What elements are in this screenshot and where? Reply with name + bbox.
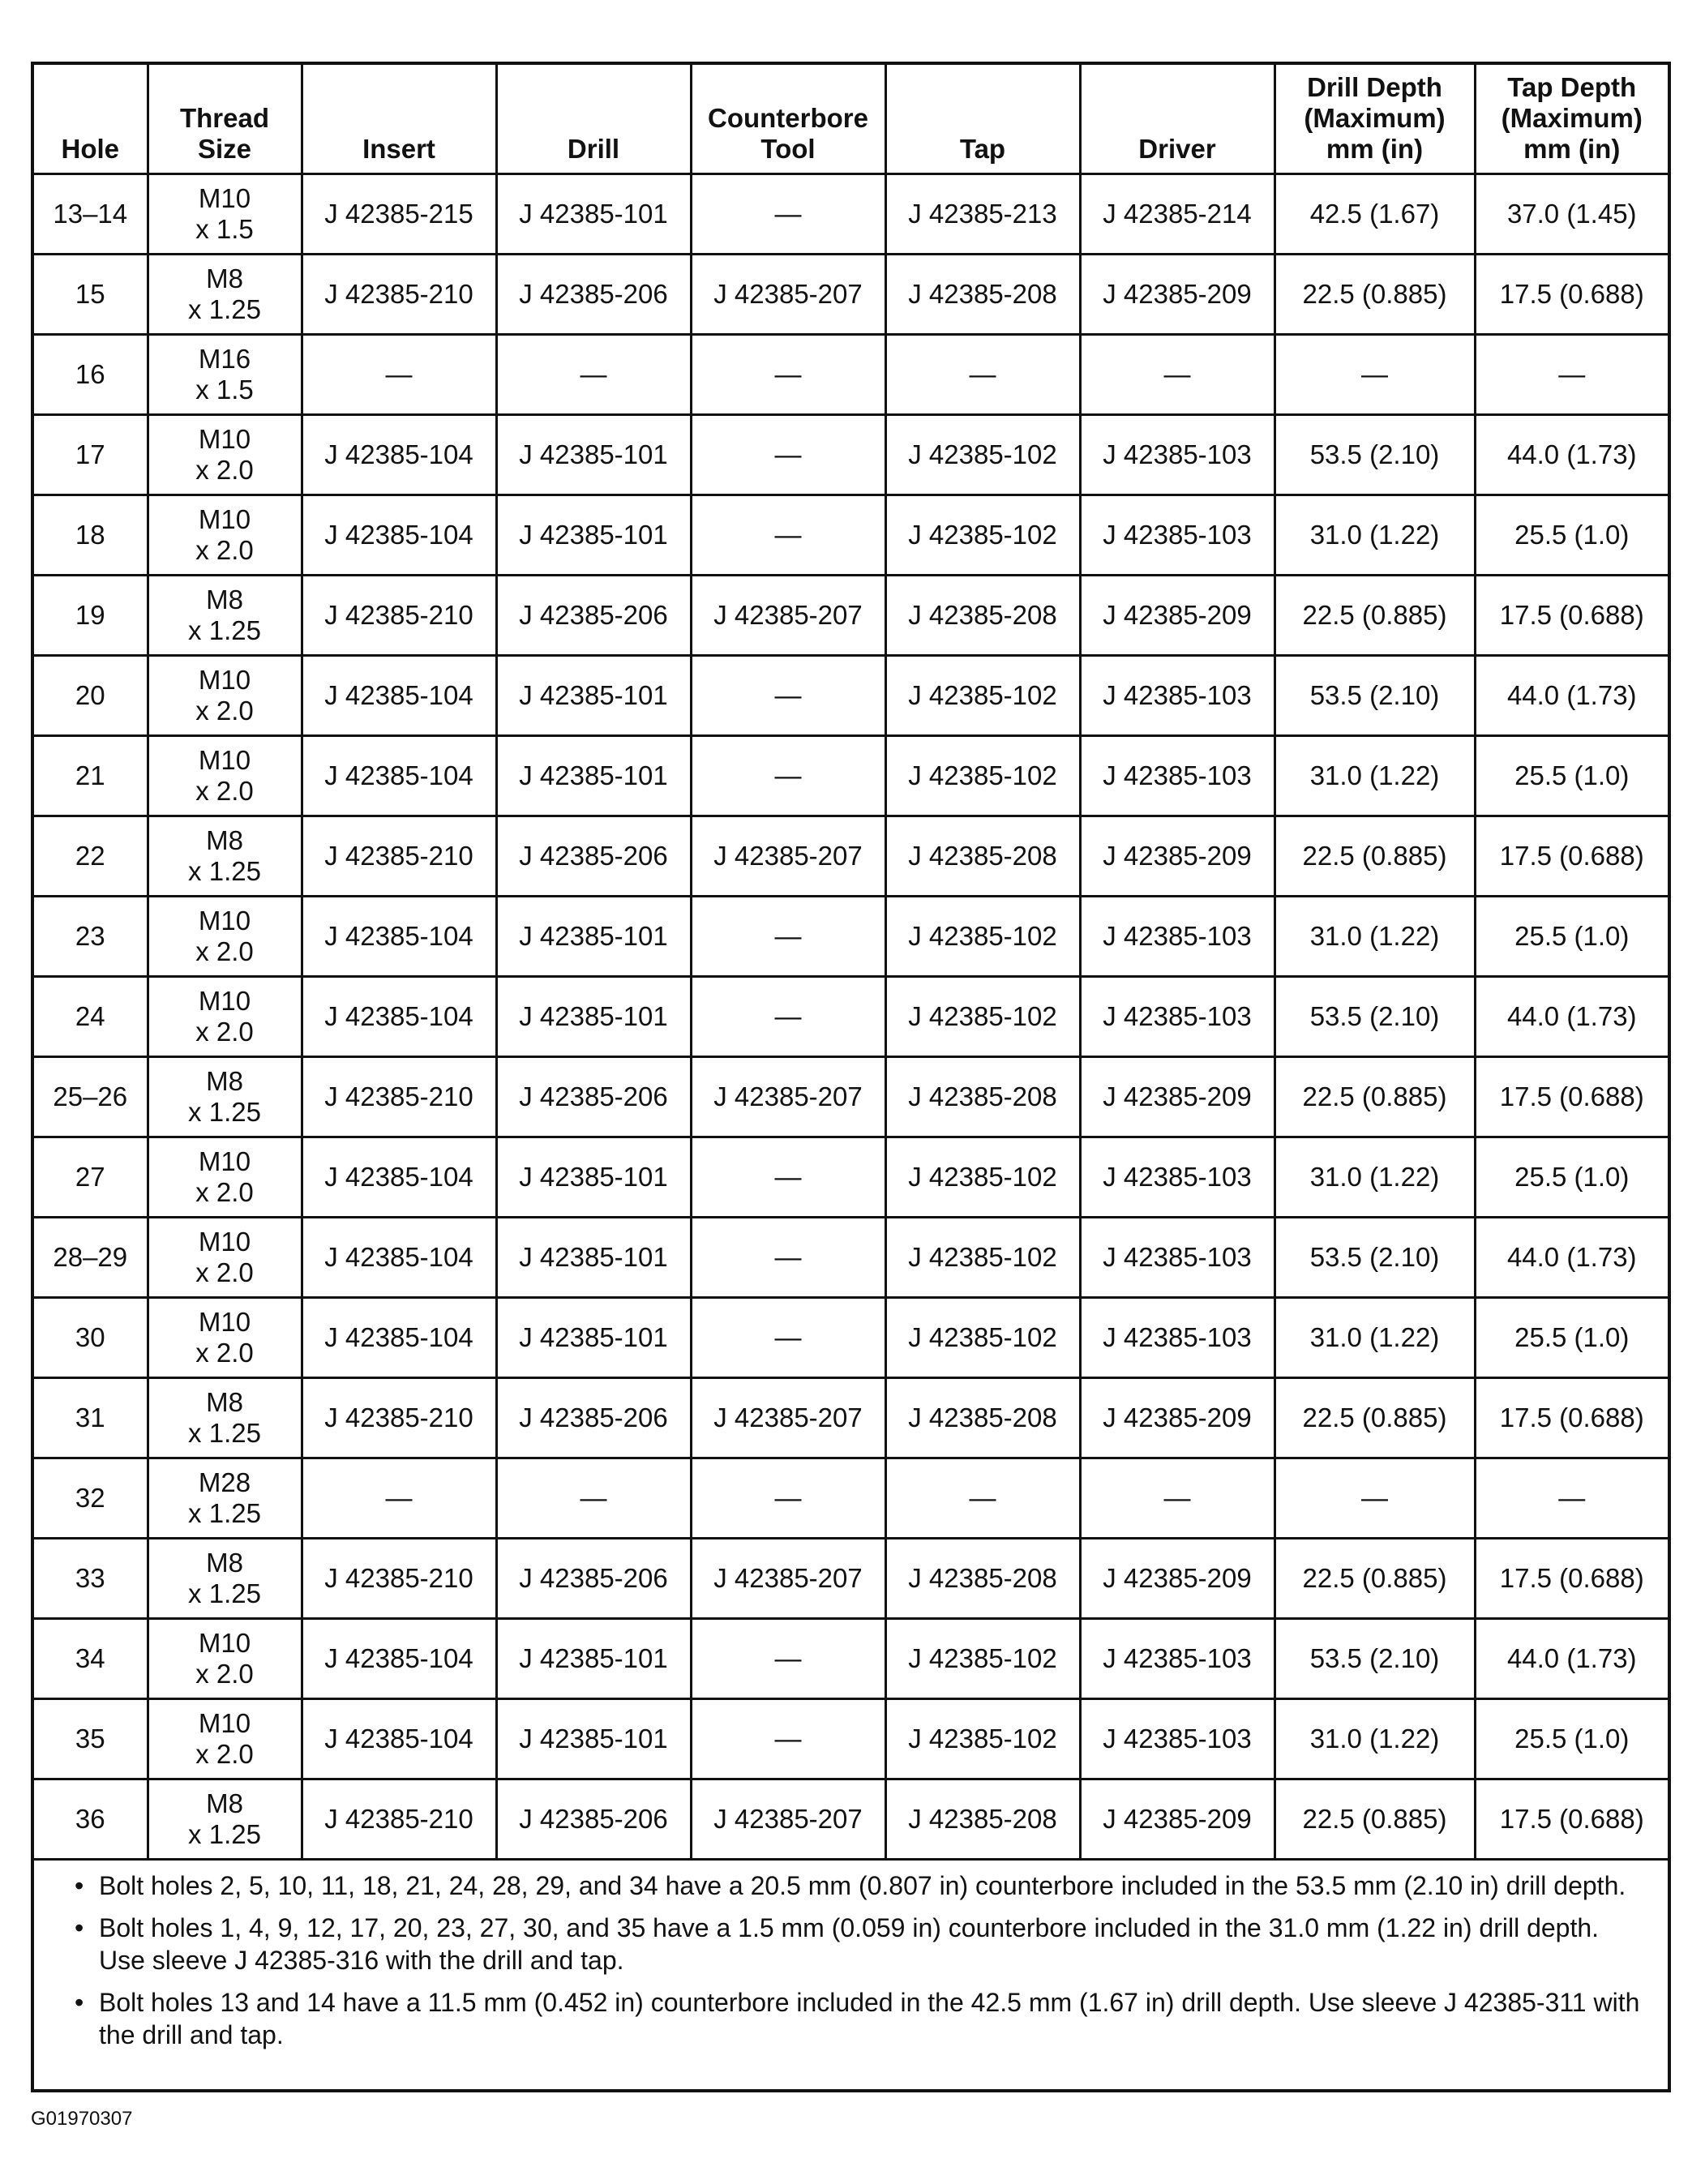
thread-size-line: x 2.0 [195, 695, 254, 726]
cell-insert: J 42385-104 [302, 1137, 496, 1217]
cell-drill: J 42385-101 [496, 173, 691, 254]
cell-driver: — [1080, 1458, 1274, 1538]
cell-thread-size [148, 254, 302, 334]
thread-size-line: M8 [206, 1547, 243, 1578]
cell-tap: J 42385-102 [885, 1217, 1080, 1297]
cell-hole: 24 [34, 976, 148, 1056]
cell-tap-depth: 44.0 (1.73) [1475, 1618, 1668, 1698]
header-driver-line: Driver [1138, 133, 1216, 164]
cell-insert: J 42385-104 [302, 1698, 496, 1779]
bullet-icon: • [75, 1871, 84, 1900]
thread-size-line: x 1.25 [188, 1096, 261, 1127]
table-frame [31, 62, 1671, 2092]
cell-driver: J 42385-209 [1080, 1779, 1274, 1859]
table-body [34, 173, 1668, 1859]
cell-counterbore-tool: J 42385-207 [691, 1377, 885, 1458]
thread-size-line: M10 [198, 1707, 251, 1738]
cell-hole: 23 [34, 896, 148, 976]
cell-hole: 18 [34, 495, 148, 575]
cell-insert: J 42385-210 [302, 1538, 496, 1618]
header-thread-size-line: Size [197, 133, 252, 164]
cell-drill-depth: 22.5 (0.885) [1274, 1538, 1475, 1618]
table-row [34, 414, 1668, 495]
cell-thread-size [148, 1217, 302, 1297]
header-row [34, 65, 1668, 173]
cell-insert: J 42385-104 [302, 1297, 496, 1377]
thread-size-line: M10 [198, 744, 251, 775]
cell-drill-depth: 53.5 (2.10) [1274, 414, 1475, 495]
table-row [34, 735, 1668, 816]
cell-counterbore-tool: — [691, 655, 885, 735]
note-item [75, 1869, 1651, 1902]
cell-driver: J 42385-214 [1080, 173, 1274, 254]
cell-hole: 36 [34, 1779, 148, 1859]
cell-insert: J 42385-104 [302, 655, 496, 735]
header-tap-depth-line: (Maximum) [1501, 102, 1643, 133]
cell-insert: J 42385-104 [302, 495, 496, 575]
cell-hole: 17 [34, 414, 148, 495]
header-drill-depth [1274, 65, 1475, 173]
cell-tap-depth: 25.5 (1.0) [1475, 896, 1668, 976]
cell-insert: J 42385-210 [302, 1377, 496, 1458]
cell-thread-size [148, 414, 302, 495]
thread-size-line: x 2.0 [195, 1257, 254, 1287]
thread-size-line: x 1.5 [195, 213, 254, 244]
cell-insert: J 42385-104 [302, 414, 496, 495]
cell-tap-depth: 17.5 (0.688) [1475, 1377, 1668, 1458]
cell-insert: J 42385-104 [302, 976, 496, 1056]
figure-id: G01970307 [31, 2108, 133, 2130]
header-insert-line: Insert [362, 133, 435, 164]
cell-drill-depth: — [1274, 334, 1475, 414]
table-row [34, 1217, 1668, 1297]
thread-size-line: x 1.25 [188, 1497, 261, 1528]
cell-insert: J 42385-210 [302, 1056, 496, 1137]
table-row [34, 816, 1668, 896]
cell-hole: 27 [34, 1137, 148, 1217]
cell-tap-depth: 44.0 (1.73) [1475, 976, 1668, 1056]
cell-tap: J 42385-208 [885, 1538, 1080, 1618]
cell-drill: J 42385-206 [496, 816, 691, 896]
cell-driver: J 42385-103 [1080, 976, 1274, 1056]
thread-size-line: M16 [198, 343, 251, 374]
thread-size-line: M28 [198, 1467, 251, 1497]
header-drill-depth-line: Drill Depth [1307, 71, 1442, 102]
thread-size-line: M10 [198, 1226, 251, 1257]
cell-tap-depth: 44.0 (1.73) [1475, 1217, 1668, 1297]
cell-drill: J 42385-206 [496, 254, 691, 334]
table-row [34, 1377, 1668, 1458]
cell-counterbore-tool: — [691, 1137, 885, 1217]
thread-size-line: M10 [198, 985, 251, 1016]
cell-counterbore-tool: — [691, 1297, 885, 1377]
header-drill [496, 65, 691, 173]
cell-driver: — [1080, 334, 1274, 414]
cell-tap: J 42385-102 [885, 735, 1080, 816]
header-hole-line: Hole [61, 133, 119, 164]
cell-counterbore-tool: J 42385-207 [691, 575, 885, 655]
cell-driver: J 42385-103 [1080, 414, 1274, 495]
thread-size-line: M10 [198, 182, 251, 213]
cell-driver: J 42385-103 [1080, 896, 1274, 976]
cell-drill: J 42385-101 [496, 1297, 691, 1377]
cell-drill: J 42385-101 [496, 495, 691, 575]
thread-size-line: M10 [198, 1627, 251, 1658]
thread-size-line: M10 [198, 1306, 251, 1337]
cell-counterbore-tool: — [691, 1618, 885, 1698]
cell-drill-depth: 22.5 (0.885) [1274, 816, 1475, 896]
cell-counterbore-tool: — [691, 1217, 885, 1297]
cell-drill-depth: 53.5 (2.10) [1274, 976, 1475, 1056]
cell-counterbore-tool: — [691, 414, 885, 495]
cell-tap-depth: 44.0 (1.73) [1475, 414, 1668, 495]
cell-tap-depth: — [1475, 334, 1668, 414]
header-driver [1080, 65, 1274, 173]
cell-hole: 15 [34, 254, 148, 334]
table-row [34, 173, 1668, 254]
cell-thread-size [148, 735, 302, 816]
table-row [34, 1538, 1668, 1618]
cell-insert: J 42385-210 [302, 1779, 496, 1859]
cell-drill: J 42385-101 [496, 1217, 691, 1297]
thread-size-line: x 1.25 [188, 293, 261, 324]
thread-size-line: x 2.0 [195, 1738, 254, 1769]
cell-hole: 21 [34, 735, 148, 816]
thread-size-line: M8 [206, 1788, 243, 1818]
cell-tap: J 42385-102 [885, 495, 1080, 575]
thread-size-line: x 2.0 [195, 454, 254, 485]
cell-driver: J 42385-209 [1080, 1056, 1274, 1137]
cell-hole: 19 [34, 575, 148, 655]
table-row [34, 1137, 1668, 1217]
cell-tap: J 42385-208 [885, 254, 1080, 334]
cell-tap: J 42385-208 [885, 1779, 1080, 1859]
cell-thread-size [148, 1538, 302, 1618]
cell-tap-depth: 17.5 (0.688) [1475, 254, 1668, 334]
cell-drill-depth: 31.0 (1.22) [1274, 735, 1475, 816]
cell-insert: J 42385-104 [302, 1618, 496, 1698]
cell-thread-size [148, 655, 302, 735]
cell-thread-size [148, 1698, 302, 1779]
table-row [34, 896, 1668, 976]
thread-size-line: x 2.0 [195, 1337, 254, 1368]
cell-driver: J 42385-209 [1080, 1377, 1274, 1458]
cell-tap: J 42385-102 [885, 976, 1080, 1056]
cell-drill-depth: 22.5 (0.885) [1274, 254, 1475, 334]
cell-hole: 13–14 [34, 173, 148, 254]
thread-size-line: M8 [206, 263, 243, 293]
notes-section [34, 1860, 1668, 2061]
cell-drill: J 42385-101 [496, 414, 691, 495]
cell-drill: J 42385-101 [496, 976, 691, 1056]
cell-drill-depth: 31.0 (1.22) [1274, 1137, 1475, 1217]
cell-insert: J 42385-104 [302, 735, 496, 816]
cell-drill: — [496, 334, 691, 414]
cell-tap-depth: 17.5 (0.688) [1475, 816, 1668, 896]
table-row [34, 1779, 1668, 1859]
cell-tap-depth: 44.0 (1.73) [1475, 655, 1668, 735]
cell-drill-depth: 53.5 (2.10) [1274, 1618, 1475, 1698]
thread-size-line: x 1.25 [188, 615, 261, 645]
cell-drill: J 42385-206 [496, 575, 691, 655]
bullet-icon: • [75, 1988, 84, 2017]
table-row [34, 1056, 1668, 1137]
cell-tap: — [885, 1458, 1080, 1538]
thread-size-line: M8 [206, 824, 243, 855]
table-row [34, 495, 1668, 575]
thread-size-line: x 1.25 [188, 1578, 261, 1608]
cell-tap: J 42385-208 [885, 1056, 1080, 1137]
cell-counterbore-tool: — [691, 976, 885, 1056]
cell-insert: — [302, 334, 496, 414]
cell-tap: J 42385-102 [885, 1618, 1080, 1698]
cell-hole: 31 [34, 1377, 148, 1458]
cell-driver: J 42385-103 [1080, 1297, 1274, 1377]
cell-tap-depth: 37.0 (1.45) [1475, 173, 1668, 254]
thread-size-line: M10 [198, 905, 251, 936]
cell-thread-size [148, 495, 302, 575]
table-row [34, 1618, 1668, 1698]
cell-insert: J 42385-215 [302, 173, 496, 254]
thread-size-line: x 2.0 [195, 1016, 254, 1047]
cell-counterbore-tool: — [691, 735, 885, 816]
cell-tap: J 42385-208 [885, 816, 1080, 896]
thread-size-line: x 1.5 [195, 374, 254, 405]
cell-hole: 33 [34, 1538, 148, 1618]
thread-size-line: x 2.0 [195, 1176, 254, 1207]
cell-driver: J 42385-209 [1080, 816, 1274, 896]
cell-hole: 35 [34, 1698, 148, 1779]
cell-hole: 16 [34, 334, 148, 414]
cell-tap: J 42385-208 [885, 1377, 1080, 1458]
cell-hole: 20 [34, 655, 148, 735]
cell-drill-depth: 31.0 (1.22) [1274, 1297, 1475, 1377]
cell-drill: J 42385-206 [496, 1377, 691, 1458]
cell-tap-depth: 17.5 (0.688) [1475, 1538, 1668, 1618]
cell-insert: J 42385-104 [302, 1217, 496, 1297]
table-row [34, 1297, 1668, 1377]
cell-drill: J 42385-206 [496, 1056, 691, 1137]
cell-thread-size [148, 1458, 302, 1538]
cell-tap: J 42385-208 [885, 575, 1080, 655]
cell-tap-depth: 25.5 (1.0) [1475, 1137, 1668, 1217]
thread-size-line: M8 [206, 1065, 243, 1096]
cell-tap-depth: 17.5 (0.688) [1475, 1779, 1668, 1859]
header-counterbore-tool-line: Counterbore [708, 102, 868, 133]
cell-tap: J 42385-213 [885, 173, 1080, 254]
cell-counterbore-tool: J 42385-207 [691, 254, 885, 334]
cell-drill-depth: 53.5 (2.10) [1274, 1217, 1475, 1297]
cell-thread-size [148, 1056, 302, 1137]
cell-hole: 32 [34, 1458, 148, 1538]
header-tap-line: Tap [959, 133, 1006, 164]
cell-tap: — [885, 334, 1080, 414]
cell-driver: J 42385-103 [1080, 1698, 1274, 1779]
note-text: Bolt holes 1, 4, 9, 12, 17, 20, 23, 27, 30, and 35 have a 1.5 mm (0.059 in) counterbore included in the 31.0 mm (1.22 in) drill depth. Use sleeve J 42385-316 with the drill and tap. [99, 1913, 1600, 1975]
header-tap-depth [1475, 65, 1668, 173]
header-drill-line: Drill [567, 133, 620, 164]
note-text: Bolt holes 2, 5, 10, 11, 18, 21, 24, 28, 29, and 34 have a 20.5 mm (0.807 in) counterbore included in the 53.5 mm (2.10 in) drill depth. [99, 1871, 1626, 1900]
thread-size-line: M8 [206, 584, 243, 615]
thread-size-line: x 2.0 [195, 936, 254, 966]
cell-counterbore-tool: — [691, 495, 885, 575]
cell-insert: J 42385-210 [302, 254, 496, 334]
table-row [34, 575, 1668, 655]
header-tap [885, 65, 1080, 173]
cell-hole: 25–26 [34, 1056, 148, 1137]
cell-tap-depth: 25.5 (1.0) [1475, 495, 1668, 575]
cell-thread-size [148, 816, 302, 896]
cell-insert: J 42385-104 [302, 896, 496, 976]
cell-thread-size [148, 173, 302, 254]
cell-tap-depth: 25.5 (1.0) [1475, 735, 1668, 816]
header-thread-size [148, 65, 302, 173]
cell-tap-depth: 17.5 (0.688) [1475, 575, 1668, 655]
cell-driver: J 42385-103 [1080, 1137, 1274, 1217]
cell-driver: J 42385-209 [1080, 254, 1274, 334]
cell-tap: J 42385-102 [885, 1698, 1080, 1779]
cell-drill: J 42385-101 [496, 655, 691, 735]
cell-thread-size [148, 1297, 302, 1377]
cell-drill-depth: 22.5 (0.885) [1274, 1779, 1475, 1859]
cell-thread-size [148, 1618, 302, 1698]
table-row [34, 1698, 1668, 1779]
cell-counterbore-tool: J 42385-207 [691, 1538, 885, 1618]
table-row [34, 254, 1668, 334]
cell-thread-size [148, 1779, 302, 1859]
cell-drill-depth: 31.0 (1.22) [1274, 896, 1475, 976]
cell-tap: J 42385-102 [885, 414, 1080, 495]
cell-driver: J 42385-103 [1080, 1217, 1274, 1297]
cell-counterbore-tool: — [691, 334, 885, 414]
cell-drill-depth: 42.5 (1.67) [1274, 173, 1475, 254]
header-thread-size-line: Thread [179, 102, 270, 133]
cell-drill: J 42385-206 [496, 1779, 691, 1859]
note-text: Bolt holes 13 and 14 have a 11.5 mm (0.452 in) counterbore included in the 42.5 mm (1.67 in) drill depth. Use sleeve J 42385-311 with the drill and tap. [99, 1988, 1640, 2049]
header-insert [302, 65, 496, 173]
cell-insert: — [302, 1458, 496, 1538]
table-row [34, 655, 1668, 735]
cell-driver: J 42385-103 [1080, 495, 1274, 575]
cell-counterbore-tool: J 42385-207 [691, 1779, 885, 1859]
cell-driver: J 42385-209 [1080, 575, 1274, 655]
header-drill-depth-line: (Maximum) [1304, 102, 1446, 133]
cell-counterbore-tool: J 42385-207 [691, 816, 885, 896]
cell-thread-size [148, 896, 302, 976]
header-counterbore-tool-line: Tool [760, 133, 816, 164]
cell-drill: J 42385-101 [496, 1698, 691, 1779]
note-item [75, 1912, 1651, 1976]
header-counterbore-tool [691, 65, 885, 173]
cell-drill: J 42385-101 [496, 735, 691, 816]
cell-insert: J 42385-210 [302, 816, 496, 896]
thread-size-line: M8 [206, 1386, 243, 1417]
thread-repair-tool-table [34, 65, 1668, 1861]
bullet-icon: • [75, 1913, 84, 1942]
thread-size-line: M10 [198, 503, 251, 534]
cell-drill-depth: 31.0 (1.22) [1274, 495, 1475, 575]
thread-size-line: x 2.0 [195, 775, 254, 806]
cell-drill: J 42385-206 [496, 1538, 691, 1618]
cell-drill: — [496, 1458, 691, 1538]
cell-drill-depth: 53.5 (2.10) [1274, 655, 1475, 735]
cell-drill-depth: 22.5 (0.885) [1274, 1056, 1475, 1137]
cell-counterbore-tool: — [691, 1458, 885, 1538]
note-item [75, 1986, 1651, 2051]
cell-tap: J 42385-102 [885, 655, 1080, 735]
cell-tap-depth: 17.5 (0.688) [1475, 1056, 1668, 1137]
cell-counterbore-tool: — [691, 1698, 885, 1779]
cell-thread-size [148, 976, 302, 1056]
header-hole [34, 65, 148, 173]
thread-size-line: M10 [198, 664, 251, 695]
table-row [34, 1458, 1668, 1538]
cell-counterbore-tool: — [691, 173, 885, 254]
thread-size-line: x 2.0 [195, 1658, 254, 1689]
cell-hole: 22 [34, 816, 148, 896]
cell-tap: J 42385-102 [885, 896, 1080, 976]
cell-thread-size [148, 334, 302, 414]
cell-driver: J 42385-103 [1080, 735, 1274, 816]
cell-thread-size [148, 575, 302, 655]
thread-size-line: x 1.25 [188, 855, 261, 886]
cell-counterbore-tool: J 42385-207 [691, 1056, 885, 1137]
cell-drill: J 42385-101 [496, 1137, 691, 1217]
header-drill-depth-line: mm (in) [1326, 133, 1424, 164]
cell-drill: J 42385-101 [496, 896, 691, 976]
cell-tap-depth: 25.5 (1.0) [1475, 1698, 1668, 1779]
header-tap-depth-line: mm (in) [1523, 133, 1621, 164]
cell-driver: J 42385-103 [1080, 655, 1274, 735]
cell-hole: 28–29 [34, 1217, 148, 1297]
cell-tap-depth: 25.5 (1.0) [1475, 1297, 1668, 1377]
cell-thread-size [148, 1377, 302, 1458]
cell-tap: J 42385-102 [885, 1297, 1080, 1377]
cell-insert: J 42385-210 [302, 575, 496, 655]
cell-tap: J 42385-102 [885, 1137, 1080, 1217]
thread-size-line: x 1.25 [188, 1818, 261, 1849]
cell-thread-size [148, 1137, 302, 1217]
cell-drill-depth: 31.0 (1.22) [1274, 1698, 1475, 1779]
table-row [34, 334, 1668, 414]
header-tap-depth-line: Tap Depth [1507, 71, 1637, 102]
cell-counterbore-tool: — [691, 896, 885, 976]
cell-drill-depth: — [1274, 1458, 1475, 1538]
thread-size-line: M10 [198, 1146, 251, 1176]
cell-driver: J 42385-103 [1080, 1618, 1274, 1698]
cell-driver: J 42385-209 [1080, 1538, 1274, 1618]
cell-drill-depth: 22.5 (0.885) [1274, 575, 1475, 655]
cell-hole: 34 [34, 1618, 148, 1698]
thread-size-line: x 1.25 [188, 1417, 261, 1448]
cell-tap-depth: — [1475, 1458, 1668, 1538]
thread-size-line: M10 [198, 423, 251, 454]
cell-drill-depth: 22.5 (0.885) [1274, 1377, 1475, 1458]
cell-drill: J 42385-101 [496, 1618, 691, 1698]
cell-hole: 30 [34, 1297, 148, 1377]
table-row [34, 976, 1668, 1056]
thread-size-line: x 2.0 [195, 534, 254, 565]
